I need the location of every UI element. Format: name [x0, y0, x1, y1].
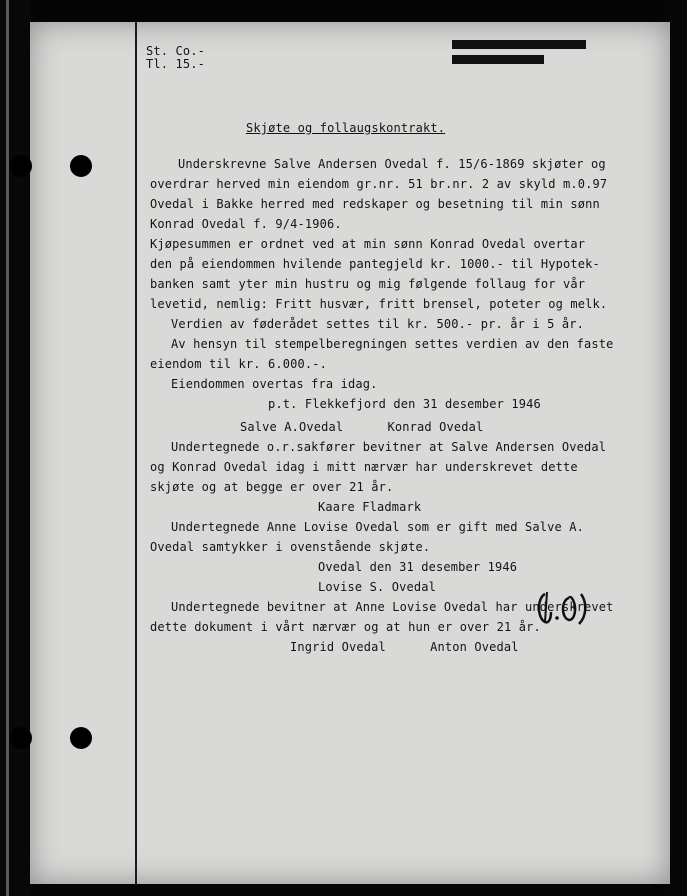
body-line: eiendom til kr. 6.000.-.: [150, 357, 327, 371]
margin-rule: [135, 22, 137, 884]
film-edge-line: [6, 0, 9, 896]
reference-line: St. Co.-: [146, 44, 205, 58]
body-line: Undertegnede Anne Lovise Ovedal som er gift med Salve A.: [171, 520, 584, 534]
body-line: Eiendommen overtas fra idag.: [171, 377, 378, 391]
body-line: Undertegnede o.r.sakfører bevitner at Salve Andersen Ovedal: [171, 440, 607, 454]
handwritten-initials-mark: [535, 588, 591, 628]
body-line: Av hensyn til stempelberegningen settes verdien av den faste: [171, 337, 614, 351]
body-line: banken samt yter min hustru og mig følgende follaug for vår: [150, 277, 586, 291]
document-title: Skjøte og follaugskontrakt.: [246, 121, 446, 135]
signature-line: Lovise S. Ovedal: [318, 580, 436, 594]
body-line: Kjøpesummen er ordnet ved at min sønn Konrad Ovedal overtar: [150, 237, 586, 251]
body-line: Ovedal samtykker i ovenstående skjøte.: [150, 540, 431, 554]
body-line: Underskrevne Salve Andersen Ovedal f. 15/6-1869 skjøter og: [178, 157, 606, 171]
signature-line: Kaare Fladmark: [318, 500, 422, 514]
body-line: Undertegnede bevitner at Anne Lovise Ovedal har underskrevet: [171, 600, 614, 614]
film-right-edge: [670, 0, 687, 896]
signatures-line: Salve A.Ovedal Konrad Ovedal: [240, 420, 484, 434]
place-date-line: Ovedal den 31 desember 1946: [318, 560, 518, 574]
body-line: skjøte og at begge er over 21 år.: [150, 480, 394, 494]
body-line: den på eiendommen hvilende pantegjeld kr. 1000.- til Hypotek-: [150, 257, 600, 271]
body-line: og Konrad Ovedal idag i mitt nærvær har underskrevet dette: [150, 460, 578, 474]
punch-hole: [10, 155, 32, 177]
body-line: levetid, nemlig: Fritt husvær, fritt brensel, poteter og melk.: [150, 297, 608, 311]
film-left-edge: [0, 0, 30, 896]
place-date-line: p.t. Flekkefjord den 31 desember 1946: [268, 397, 541, 411]
reference-line: Tl. 15.-: [146, 57, 205, 71]
punch-hole: [10, 727, 32, 749]
body-line: dette dokument i vårt nærvær og at hun er over 21 år.: [150, 620, 541, 634]
redacted-stamp: [452, 40, 586, 49]
punch-hole: [70, 155, 92, 177]
body-line: Verdien av føderådet settes til kr. 500.- pr. år i 5 år.: [171, 317, 584, 331]
signatures-line: Ingrid Ovedal Anton Ovedal: [290, 640, 519, 654]
punch-hole: [70, 727, 92, 749]
body-line: Konrad Ovedal f. 9/4-1906.: [150, 217, 342, 231]
redacted-stamp: [452, 55, 544, 64]
body-line: overdrar herved min eiendom gr.nr. 51 br.nr. 2 av skyld m.0.97: [150, 177, 608, 191]
body-line: Ovedal i Bakke herred med redskaper og besetning til min sønn: [150, 197, 600, 211]
